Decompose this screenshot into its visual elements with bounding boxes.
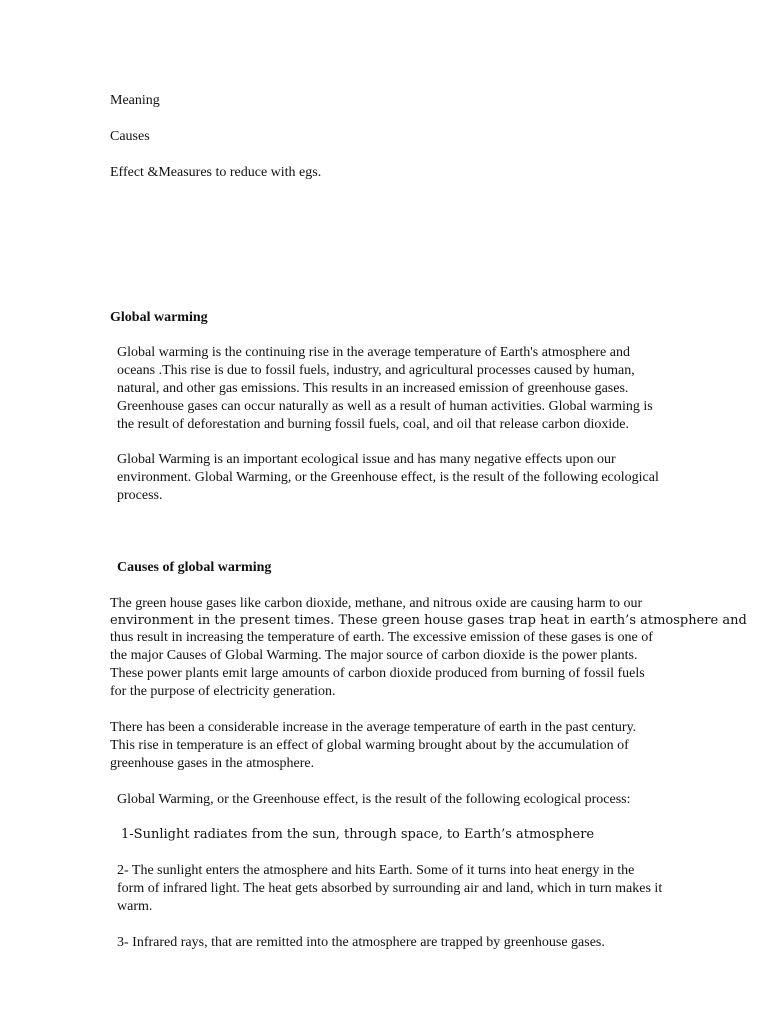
outline-item-effects: Effect &Measures to reduce with egs. [110,165,322,180]
paragraph-greenhouse-process-intro: Global Warming, or the Greenhouse effect, is the result of the following ecological process: [117,792,631,807]
paragraph-global-warming-definition: Global warming is the continuing rise in the average temperature of Earth's atmosphere and oceans .This rise is due to fossil fuels, industry, and agricultural processes caused by human, natural, and other gas emissions. This results in an increased emission of greenhouse gases. Greenhouse gases can occur naturally as well as a result of human activities. Global warming is the result of deforestation and burning fossil fuels, coal, and oil that release carbon dioxide. [117,345,653,432]
paragraph-temperature-increase: There has been a considerable increase in the average temperature of earth in the past century. This rise in temperature is an effect of global warming brought about by the accumulation of greenhouse gases in the atmosphere. [110,720,637,771]
outline-item-causes: Causes [110,129,150,144]
outline-item-meaning: Meaning [110,93,160,108]
paragraph-ecological-issue: Global Warming is an important ecological issue and has many negative effects upon our environment. Global Warming, or the Greenhouse effect, is the result of the following ecological process. [117,452,659,503]
section-heading-global-warming: Global warming [110,310,208,325]
process-step-2: 2- The sunlight enters the atmosphere and hits Earth. Some of it turns into heat energy in the form of infrared light. The heat gets absorbed by surrounding air and land, which in turn makes it warm. [117,863,663,914]
process-step-3: 3- Infrared rays, that are remitted into the atmosphere are trapped by greenhouse gases. [117,935,605,950]
section-heading-causes: Causes of global warming [117,560,272,575]
process-step-1: 1-Sunlight radiates from the sun, through space, to Earth’s atmosphere [121,827,595,842]
paragraph-causes-line-1: The green house gases like carbon dioxide, methane, and nitrous oxide are causing harm to our [110,596,643,611]
paragraph-causes-line-2: environment in the present times. These green house gases trap heat in earth’s atmosphere and [110,613,747,628]
paragraph-causes-rest: thus result in increasing the temperature of earth. The excessive emission of these gases is one of the major Causes of Global Warming. The major source of carbon dioxide is the power plants. These power plants emit large amounts of carbon dioxide produced from burning of fossil fuels for the purpose of electricity generation. [110,630,653,699]
